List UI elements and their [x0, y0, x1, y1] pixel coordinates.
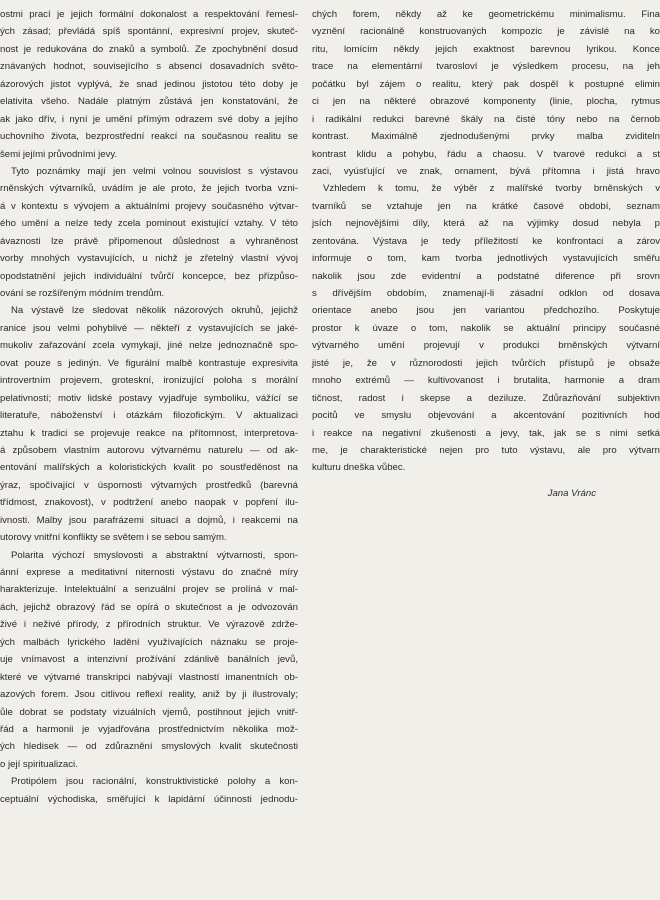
text-line: kontrast klidu a pohybu, řádu a chaosu. V tvarové redukci a st — [312, 148, 660, 160]
text-line: s dřívějším obdobím, znamenají-li zásadní odklon od dosava — [312, 288, 660, 299]
text-line: á způsobem vlastním autorovu výtvarnému naturelu — od ak- — [0, 444, 298, 456]
text-line: Protipólem jsou racionální, konstruktivistické polohy a kon- — [11, 776, 298, 788]
text-line: elativita všeho. Nadále platným zůstává jen konstatování, že — [0, 96, 298, 108]
text-line: ých hledisek — od zdůraznění smyslových kvalit skutečnosti — [0, 741, 298, 753]
text-line: mukoliv zařazování zcela vymykají, jiné nelze jednoznačně spo- — [0, 340, 298, 352]
text-line: pelativností; motiv lidské postavy vyjadřuje symboliku, vážící se — [0, 392, 298, 404]
text-line: utorovy vnitřní konflikty se světem i se sebou samým. — [0, 532, 227, 544]
text-line: ého umění a nelze tedy zcela pominout existující vztahy. V této — [0, 218, 298, 230]
text-line: ostmi prací je jejich formální dokonalost a respektování řemesl- — [0, 9, 298, 20]
left-text-column — [0, 6, 298, 808]
text-line: počátku byl zájem o realitu, který pak dospěl k postupné elimin — [312, 78, 660, 90]
text-line: chých forem, někdy až ke geometrickému minimalismu. Fina — [312, 9, 660, 20]
author-signature: Jana Vránc — [547, 487, 596, 499]
text-line: ázorových jistot vyplývá, že snad jedinou jistotou této doby je — [0, 78, 298, 90]
text-line: introvertním projevem, groteskní, ironizující poloha s morální — [0, 375, 298, 387]
text-line: me, je charakteristické nejen pro tuto výstavu, ale pro výtvarn — [312, 444, 660, 456]
text-line: kulturu dneška vůbec. — [312, 462, 406, 474]
text-line: ánní exprese a meditativní niternosti výstavu do značné míry — [0, 567, 298, 578]
text-line: vyznění racionálně konstruovaných kompozic je závislé na ko — [312, 26, 660, 38]
text-line: uje vnímavost a intenzivní prožívání zdánlivě banálních jevů, — [0, 654, 298, 666]
text-line: ých malbách lyrického ladění využívajících náznaku se proje- — [0, 636, 298, 648]
text-line: které ve výtvarné transkripci nabývají vlastností imanentních ob- — [0, 671, 298, 683]
text-line: ranice jsou velmi pohyblivé — někteří z vystavujících se jaké- — [0, 322, 298, 334]
text-line: živé i neživé přírody, z přírodních struktur. Ve výrazově zdrže- — [0, 619, 298, 631]
text-line: zentována. Výstava je tedy příležitostí ke konfrontaci a zárov — [312, 235, 660, 247]
text-line: znávaných hodnot, souvisejícího s absencí dosavadních světo- — [0, 61, 298, 73]
text-line: ýraz, spočívající v úspornosti výtvarných prostředků (barevná — [0, 479, 298, 491]
text-line: ivnosti. Malby jsou parafrázemi situací a dojmů, i reakcemi na — [0, 514, 298, 526]
text-line: řád a harmonii je vyjadřována prostřednictvím několika mož- — [0, 723, 298, 735]
text-line: ávaznosti lze právě připomenout důslednost a vyhraněnost — [0, 235, 298, 247]
text-line: šemi jejími průvodními jevy. — [0, 148, 118, 160]
text-line: trace na elementární tvarosloví je výsledkem procesu, na jeh — [312, 61, 660, 73]
text-line: opodstatnění jejich individuální tvůrčí koncepce, bez přizpůso- — [0, 270, 298, 282]
text-line: ceptuální východiska, směřující k lapidární účinnosti jednodu- — [0, 793, 298, 805]
text-line: Na výstavě lze sledovat několik názorových okruhů, jejichž — [11, 305, 298, 317]
text-line: Polarita výchozí smyslovosti a abstraktní výtvarnosti, spon- — [11, 549, 298, 561]
text-line: třídmost, znakovost), v podtržení anebo naopak v popření ilu- — [0, 497, 298, 509]
text-line: jisté je, že v různorodosti jejich tvůrčích přístupů je obsaže — [312, 357, 660, 369]
text-line: kontrast. Maximálně zjednodušenými prvky malba zviditeln — [312, 131, 660, 143]
text-line: ování se rozšířeným módním trendům. — [0, 288, 165, 299]
text-line: vorby mnohých vystavujících, u nichž je zřetelný vlastní vývoj — [0, 253, 298, 265]
text-line: tvarníků se vztahuje jen na krátké časové období, seznam — [312, 200, 660, 212]
text-line: jsích nejnovějšími díly, která až na výjimky dosud nebyla p — [312, 218, 660, 230]
text-line: á v kontextu s vývojem a aktuálními projevy současného výtvar- — [0, 200, 298, 212]
text-line: tičnost, radost i skepse a deziluze. Zdůrazňování subjektivn — [312, 392, 660, 404]
text-line: ak jako dřív, i nyní je umění přímým odrazem své doby a jejího — [0, 113, 298, 125]
text-line: ých zásad; převládá spíš spontánní, expresivní projev, skuteč- — [0, 26, 298, 38]
text-line: ci jen na některé obrazové komponenty (linie, plocha, rytmus — [312, 96, 660, 108]
text-line: informuje o tom, kam tvorba jednotlivých vystavujících směřu — [312, 253, 660, 265]
text-line: uchovního života, bezprostřední reakcí na současnou realitu se — [0, 131, 298, 143]
text-line: azových forem. Jsou citlivou reflexí reality, aniž by ji ilustrovaly; — [0, 689, 298, 701]
text-line: mnoho extrémů — kultivovanost i brutalita, harmonie a dram — [312, 375, 660, 387]
text-line: literatuře, náboženství i otázkám filozofickým. V aktualizaci — [0, 410, 298, 422]
text-line: zaci, vyúsťující ve znak, ornament, bývá přítomna i jistá hravo — [312, 165, 660, 177]
text-line: nost je redukována do znaků a symbolů. Ze zpochybnění dosud — [0, 43, 298, 55]
text-line: prostor k úvaze o tom, nakolik se aktuální principy současné — [312, 322, 660, 334]
text-line: pocitů ve smyslu objevování a akcentování pozitivních hod — [312, 410, 660, 422]
text-line: nakolik jsou zde evidentní a podstatné diference při srovn — [312, 270, 660, 282]
text-line: Tyto poznámky mají jen velmi volnou souvislost s výstavou — [11, 165, 298, 177]
text-line: harakterizuje. Intelektuální a senzuální projev se prolíná v mal- — [0, 584, 298, 596]
text-line: ách, jejichž obrazový řád se opírá o skutečnost a je odvozován — [0, 601, 298, 613]
text-line: ritu, lomícím někdy jejich exaktnost barevnou lyrikou. Konce — [312, 43, 660, 55]
text-line: rněnských výtvarníků, uvádím je ale proto, že jejich tvorba vzni- — [0, 183, 298, 195]
text-line: ůle dobrat se podstaty vizuálních vjemů, postihnout jejich vnitř- — [0, 706, 298, 718]
text-line: o její spiritualizaci. — [0, 758, 78, 770]
text-line: ztahu k tradici se projevuje reakce na přítomnost, interpretova- — [0, 427, 298, 439]
text-line: výtvarného umění projevují v produkci brněnských výtvarní — [312, 340, 660, 352]
text-line: i reakce na negativní zkušenosti a jevy, tak, jak se s nimi setká — [312, 427, 660, 439]
text-line: Vzhledem k tomu, že výběr z malířské tvorby brněnských v — [323, 183, 660, 195]
text-line: entování malířských a koloristických kvalit po soustředěnost na — [0, 462, 298, 474]
text-line: orientace anebo jsou jen variantou předchozího. Poskytuje — [312, 305, 660, 317]
text-line: ovat pouze s jedinýn. Ve figurální malbě kontrastuje expresivita — [0, 357, 298, 369]
text-line: i radikální redukci barevné škály na čisté tóny nebo na černob — [312, 113, 660, 125]
right-text-column — [312, 6, 660, 502]
